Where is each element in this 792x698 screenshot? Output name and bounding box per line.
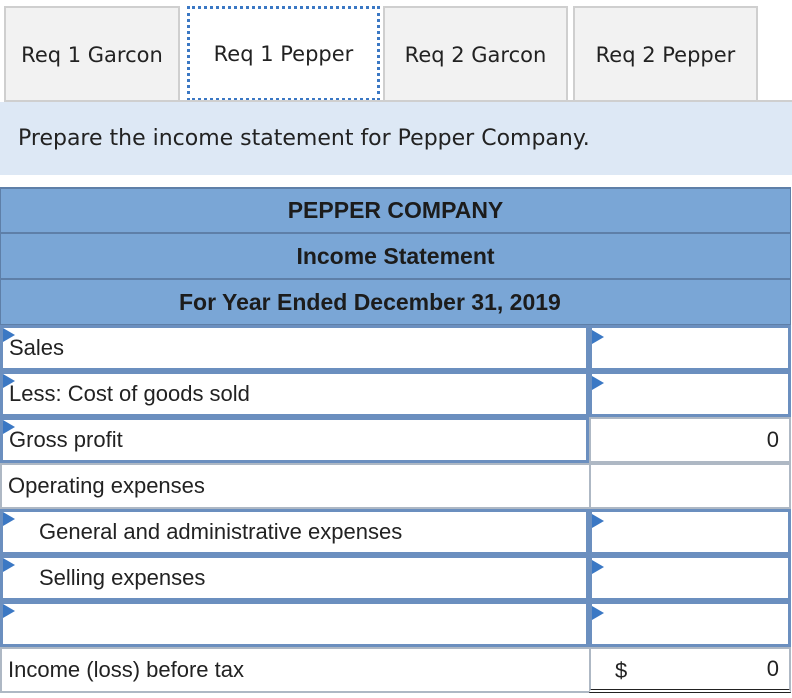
dropdown-flag-icon xyxy=(3,420,15,434)
statement-row xyxy=(0,417,791,463)
cogs-label-field[interactable] xyxy=(0,371,589,417)
input-flag-icon xyxy=(592,514,604,528)
currency-symbol: $ xyxy=(615,658,628,683)
input-flag-icon xyxy=(592,606,604,620)
income-before-tax-label xyxy=(0,647,589,693)
operating-expenses-label xyxy=(0,463,589,509)
row-label: Income (loss) before tax xyxy=(8,657,244,682)
gross-profit-amount xyxy=(589,417,791,463)
dropdown-flag-icon xyxy=(3,512,15,526)
tab-req2-pepper[interactable]: Req 2 Pepper xyxy=(573,6,758,101)
statement-title: Income Statement xyxy=(0,233,791,279)
statement-period: For Year Ended December 31, 2019 xyxy=(0,279,791,325)
statement-row xyxy=(0,509,791,555)
input-flag-icon xyxy=(592,560,604,574)
instruction-text: Prepare the income statement for Pepper Company. xyxy=(0,102,792,175)
row-label: Less: Cost of goods sold xyxy=(9,381,250,406)
dropdown-flag-icon xyxy=(3,604,15,618)
blank-label-field[interactable] xyxy=(0,601,589,647)
income-statement xyxy=(0,187,791,693)
statement-row xyxy=(0,601,791,647)
statement-row xyxy=(0,647,791,693)
row-label: Operating expenses xyxy=(8,473,205,498)
selling-expenses-amount-input[interactable] xyxy=(589,555,791,601)
input-flag-icon xyxy=(592,330,604,344)
row-label: Sales xyxy=(9,335,65,360)
statement-row xyxy=(0,371,791,417)
tab-req1-pepper[interactable]: Req 1 Pepper xyxy=(187,6,380,101)
ga-expenses-amount-input[interactable] xyxy=(589,509,791,555)
tab-req1-garcon[interactable]: Req 1 Garcon xyxy=(4,6,180,101)
dropdown-flag-icon xyxy=(3,558,15,572)
statement-row xyxy=(0,463,791,509)
statement-company: PEPPER COMPANY xyxy=(0,187,791,233)
row-amount: 0 xyxy=(766,656,779,681)
sales-label-field[interactable] xyxy=(0,325,589,371)
statement-row xyxy=(0,325,791,371)
operating-expenses-amount xyxy=(589,463,791,509)
sales-amount-input[interactable] xyxy=(589,325,791,371)
income-before-tax-amount xyxy=(589,647,791,693)
gross-profit-label-field[interactable] xyxy=(0,417,589,463)
cogs-amount-input[interactable] xyxy=(589,371,791,417)
blank-amount-input[interactable] xyxy=(589,601,791,647)
requirement-tabs xyxy=(4,6,792,101)
dropdown-flag-icon xyxy=(3,328,15,342)
dropdown-flag-icon xyxy=(3,374,15,388)
tab-req2-garcon[interactable]: Req 2 Garcon xyxy=(383,6,568,101)
row-label: General and administrative expenses xyxy=(39,519,403,544)
input-flag-icon xyxy=(592,376,604,390)
selling-expenses-label-field[interactable] xyxy=(0,555,589,601)
row-label: Gross profit xyxy=(9,427,123,452)
row-amount: 0 xyxy=(766,427,779,452)
row-label: Selling expenses xyxy=(39,565,206,590)
statement-row xyxy=(0,555,791,601)
ga-expenses-label-field[interactable] xyxy=(0,509,589,555)
